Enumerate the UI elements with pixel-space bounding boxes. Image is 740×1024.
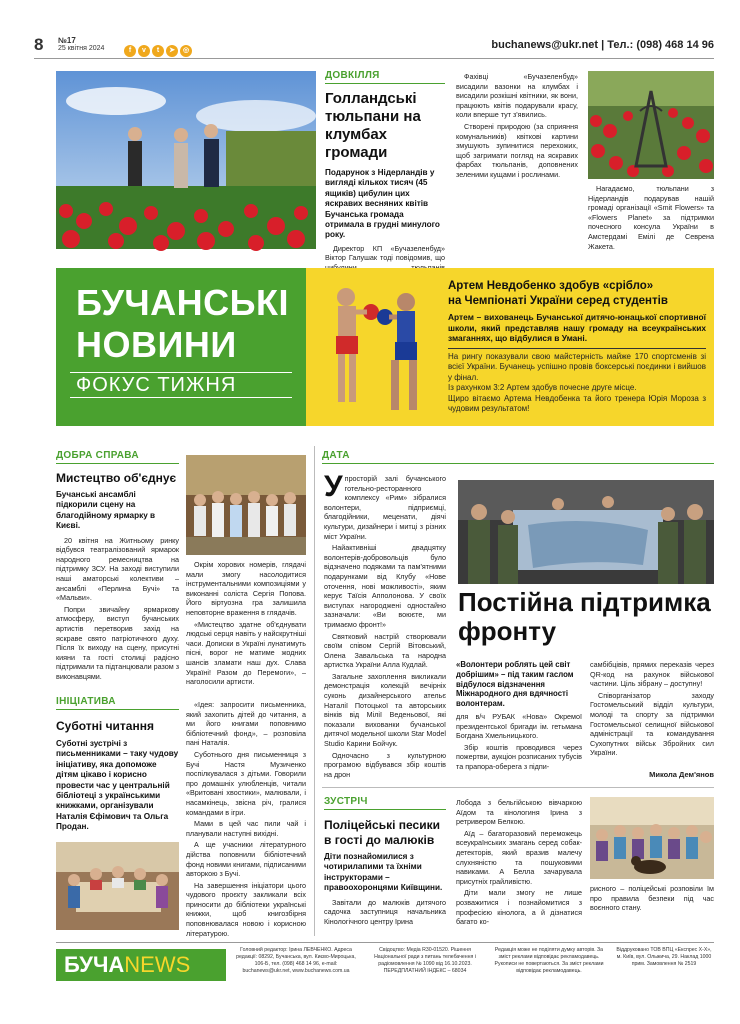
issue-date: 25 квітня 2024 [58, 45, 105, 52]
column-divider [314, 446, 315, 936]
rubric-environment: ДОВКІЛЛЯ [325, 70, 445, 84]
support-text-1: просторій залі бучанського готельно-ресторанного комплексу «Рим» зібралися волонтери, підприємці, благодійники, меценати, діячі культури, дизайнери і митці з різних міст України. [324, 474, 446, 541]
support-dropcap: У [324, 470, 343, 503]
section-rule [322, 787, 714, 788]
tulips-caption: Нагадаємо, тюльпани з Нідерландів подарував нашій громаді організації «Smit Flowers» та «Flowers Planet» за підтримки почесного консула України в Амстердамі Емілі де Севрена Жакета. [588, 184, 714, 251]
reading-text-1: «Ідея: запросити письменника, який захопить дітей до читання, а ми його книгами поповнимо бібліотечний фонд», – розповіла пані Наталія. [186, 700, 306, 748]
footer-logo [56, 949, 226, 981]
dogs-text-2: Лобода з бельгійською вівчаркою Аїдом та кінологиня Ірина з ретривером Белкою. [456, 798, 582, 827]
tulips-text-3: Створені природою (за сприяння комунальників) квіткові картини змушують зупинитися перехожих, щоб загримати погляд на яскравих фарбах тюльпанів, доповнених зеленими кущами і рослинами. [456, 121, 578, 179]
dogs-lead: Діти познайомилися з чотирилапими та їхніми інструкторами – правоохоронцями Київщини. [324, 852, 443, 893]
banner-title-2: НОВИНИ [76, 324, 237, 365]
telegram-icon[interactable]: ➤ [166, 45, 178, 57]
tulips-text-1: Директор КП «Бучазеленбуд» Віктор Галушак тоді повідомив, що [325, 243, 445, 263]
support-text-2: Найактивніші двадцятку волонтерів-добровольців було відзначено подяками та пам'ятними подарунками від Клубу «Нове оточення, нові можливості», яким керує Таїсія Апполонова. У своїх виступах нагороджені одностайно зазначали: «Ви воюєте, ми тримаємо фронт!» [324, 543, 446, 629]
footer [56, 942, 714, 982]
tulips-photo-left [56, 71, 316, 249]
rubric-initiative: ІНІЦІАТИВА [56, 696, 179, 710]
support-text-6: для в/ч РУБАК «Нова» Окремої президентської бригади ім. гетьмана Богдана Хмельницького. [456, 712, 582, 741]
focus-banner [56, 268, 714, 426]
banner-text-3: Щиро вітаємо Артема Невдобенка та його тренера Юрія Мороза з чудовим результатом! [448, 393, 706, 414]
logo-news: NEWS [124, 952, 191, 977]
contacts: buchanews@ukr.net | Тел.: (098) 468 14 96 [491, 39, 714, 51]
footer-disclaimer: Редакція може не поділяти думку авторів. За зміст реклами відповідає рекламодавець. Рукописи не повертаються. За зміст реклами відповідає рекламодавець. [494, 947, 604, 974]
dogs-text-1: Завітали до малюків дитячого садочка заступниця начальника Кінологічного центру Ірина [324, 897, 446, 926]
twitter-icon[interactable]: t [152, 45, 164, 57]
reading-text-2: Суботнього дня письменниця з Бучі Настя Музиченко поспілкувалася з дітьми. Говорили про домашніх улюбленців, читали «Вритовані хвостики», малювали, і насамкінець, звісна річ, гралися командами в ігри. [186, 749, 306, 817]
header-rule [34, 58, 714, 59]
art-title: Мистецтво об'єднує [56, 471, 177, 485]
support-text-4: Загальне захоплення викликали демонстрація колекцій вечірніх суконь дизайнерського ательє Наталії Потоцької та авторських вінків від Мілії Веденьової, які показали вихованки бучанської дитячої модельної школи Star Model Studio Карини Бойчук. [324, 671, 446, 749]
banner-subtitle: ФОКУС ТИЖНЯ [76, 374, 237, 396]
dogs-title: Поліцейські песики в гості до малюків [324, 818, 440, 847]
reading-text-5: На завершення ініціатори цього чудового проєкту закликали всіх приносити до бібліотеки українські книжки, щоб книгозбірня поповнювалася новою і корисною літературою. [186, 880, 306, 938]
banner-lead: Артем – вихованець Бучанської дитячо-юнацької спортивної школи, який представляв нашу громаду на всеукраїнських змаганнях, що відбулися в Умані. [448, 312, 706, 344]
banner-divider [448, 348, 706, 349]
page-number: 8 [34, 35, 44, 54]
support-text-8: самбібцівів, прямих переказів через QR-код на рахунок військової частини. Ціль зібрану – доступну! [590, 660, 714, 689]
banner-text-2: Із рахунком 3:2 Артем здобув почесне друге місце. [448, 383, 637, 393]
rubric-date: ДАТА [322, 450, 714, 464]
ensemble-photo [186, 455, 306, 555]
reading-text-3: Мами в цей час пили чай і планували наступні вихідні. [186, 819, 306, 838]
support-text-9: Співорганізатор заходу Гостомельський відділ культури, молоді та спорту за підтримки Гостомельської селищної військової адміністрації та командування Сухопутних військ Збройних сил України. [590, 690, 714, 758]
support-author: Микола Дем'янов [649, 770, 714, 779]
banner-text-1: На рингу показували свою майстерність майже 170 спортсменів зі всієї України. Бучанець успішно провів боксерські поєдинки і вийшов у фінал. [448, 352, 706, 382]
support-text-5: Одночасно з культурною програмою відбувався збір коштів на дрон [324, 750, 446, 779]
support-text-7: Збір коштів проводився через пожертви, аукціон розписаних тубусів та прапора-оберега з підпи- [456, 742, 582, 771]
viber-icon[interactable]: v [138, 45, 150, 57]
issue-number: №17 [58, 36, 76, 45]
dogs-text-5: рисного – поліцейські розповіли їм про правила безпеки під час воєнного стану. [590, 884, 714, 913]
tulips-text-2: Фахівці «Бучазеленбуд» висадили вазонки на клумбах і висадили розкішні квітники, як вони, працюють квітів подарували красу, коли вперше тут з'явились. [456, 72, 578, 120]
instagram-icon[interactable]: ◎ [180, 45, 192, 57]
dogs-text-4: Діти мали змогу не лише розважитися і познайомитися з професією кінолога, а й дізнатися багато ко- [456, 888, 582, 927]
banner-headline-2: на Чемпіонаті України серед студентів [448, 295, 668, 307]
footer-registration: Свідоцтво: Медіа R30-01520. Рішення Національної ради з питань телебачення і радіомовлення № 1090 від 16.10.2023. ПЕРЕДПЛАТНИЙ ІНДЕКС – 68034 [374, 947, 476, 974]
reading-title: Суботні читання [56, 719, 154, 733]
tulips-title: Голландські тюльпани на клумбах громади [325, 90, 421, 161]
art-text-1: 20 квітня на Житньому ринку відбувся театралізований ярмарок народного ремесництва на підтримку ЗСУ. На заході виступили наші аматорські колективи – ансамблі «Перлина Бучі» та «Мальви». [56, 535, 179, 603]
reading-text-4: А ще учасники літературного дійства поповнили бібліотечний фонд новими книгами, підписаними авторкою з Бучі. [186, 840, 306, 879]
tulips-photo-right [588, 71, 714, 179]
support-lead: «Волонтери роблять цей світ добрішим» – під таким гаслом відбулося відзначення Міжнародного дня вдячності волонтерам. [456, 660, 574, 709]
facebook-icon[interactable]: f [124, 45, 136, 57]
banner-headline-1: Артем Невдобенко здобув «срібло» [448, 280, 654, 292]
dogs-photo [590, 797, 714, 879]
support-text-3: Святковий настрій створювали своїм співом Сергій Вітовський, Олена Завальська та народна артистка України Алла Кудлай. [324, 631, 446, 670]
rubric-good-deed: ДОБРА СПРАВА [56, 450, 179, 464]
page-header [34, 34, 714, 56]
art-text-4: «Мистецтво здатне об'єднувати людські серця навіть у найскрутніші часи. Дописки в Україні лунатимуть пісні, ворог не матиме жодних шансів зламати наш дух. Слава Україні! Разом до Перемоги», – наголосили артисти. [186, 619, 306, 687]
logo-bucha: БУЧА [64, 952, 125, 977]
reading-lead: Суботні зустрічі з письменниками – таку чудову ініціативу, яка допоможе дітям цікаво і корисно провести час у центральній бібліотеці з українськими книжками, організували Наталія Єфімович та Ольга Продан. [56, 739, 179, 832]
footer-printing: Віддруковано ТОВ ВПЦ «Експрес Х-Х», м. Київ, вул. Ольжича, 29. Наклад 1000 прим. Замовлення № 2519 [616, 947, 712, 967]
art-lead: Бучанські ансамблі підкорили сцену на благодійному ярмарку в Києві. [56, 490, 156, 531]
reading-photo [56, 842, 179, 930]
boxers-image [311, 272, 441, 422]
social-icons [124, 39, 194, 57]
tulips-lead: Подарунок з Нідерландів у вигляді кількох тисяч (45 ящиків) цибулин цих яскравих весняних квітів Бучанська громада отримала в грудні минулого року. [325, 168, 440, 240]
volunteers-photo [458, 480, 714, 584]
art-text-3: Окрім хорових номерів, глядачі мали змогу насолодитися інструментальними композиціями у виконанні соліста Сергія Попова. Його віртуозна гра залишила неповторне враження в глядачів. [186, 560, 306, 617]
support-title: Постійна підтримка фронту [458, 587, 711, 646]
rubric-meeting: ЗУСТРІЧ [324, 796, 446, 810]
art-text-2: Попри звичайну ярмаркову атмосферу, виступ бучанських артистів перетворив захід на яскраве свято патріотичного духу. Після їх виходу на сцену, присутні кияни та гості столиці радісно підтримали та підтанцювали разом з виконавцями. [56, 604, 180, 681]
footer-editor: Головний редактор: Ірина ЛЕВЧЕНКО. Адреса редакції: 08292, Бучанська, вул. Києво-Мироцька, 106-Б, тел. (098) 468 14 96, e-mail: buchanews@ukr.net, www.buchanews.com.ua [236, 947, 356, 974]
dogs-text-3: Аїд – багаторазовий переможець всеукраїнських змагань серед собак-детекторів, який вразив малечу слухняністю та пошуковими навиками. А Белла зачарувала присутніх грайливістю. [456, 828, 582, 886]
banner-title-1: БУЧАНСЬКІ [76, 282, 290, 323]
